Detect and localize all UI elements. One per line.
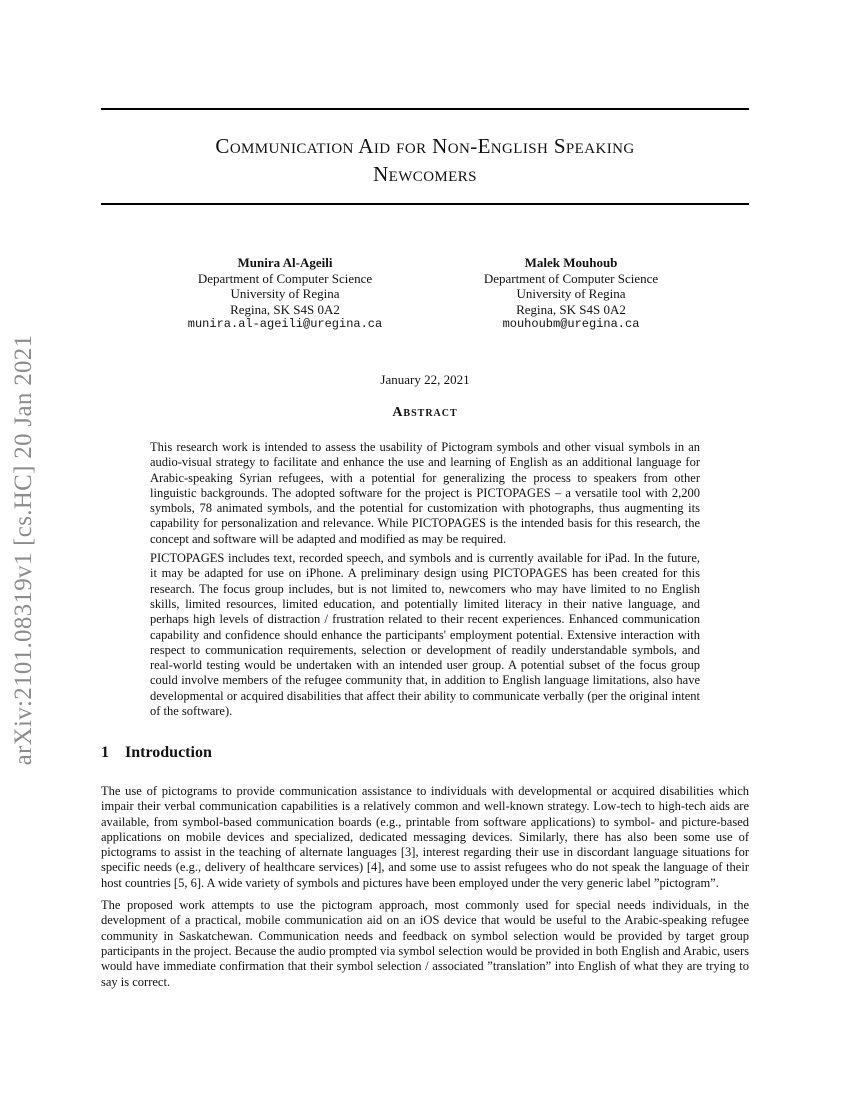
title-bottom-rule <box>101 203 749 205</box>
paper-title-line-1: Communication Aid for Non-English Speaking <box>215 134 635 158</box>
section-number: 1 <box>101 744 109 761</box>
author-name: Malek Mouhoub <box>524 255 618 270</box>
title-top-rule <box>101 108 749 110</box>
abstract-heading: Abstract <box>392 405 458 420</box>
publication-date: January 22, 2021 <box>380 372 470 387</box>
author-department: Department of Computer Science <box>197 270 373 286</box>
introduction-body <box>101 784 749 997</box>
paper-title <box>101 132 749 188</box>
arxiv-identifier-text: arXiv:2101.08319v1 [cs.HC] 20 Jan 2021 <box>10 334 37 766</box>
author-block-2 <box>441 255 701 333</box>
abstract-body <box>150 440 700 723</box>
author-email[interactable]: mouhoubm@uregina.ca <box>502 317 640 331</box>
author-address: Regina, SK S4S 0A2 <box>516 301 626 317</box>
author-email[interactable]: munira.al-ageili@uregina.ca <box>187 317 383 331</box>
introduction-paragraph-1: The use of pictograms to provide communication assistance to individuals with developmental or acquired disabilities which impair their verbal communication capabilities is a relatively common and well-known strategy. Low-tech to high-tech aids are available, from symbol-based communication boards (e.g., printable from software applications) to symbol- and picture-based applications on mobile devices and specialized, dedicated messaging devices. Similarly, there has also been some use of pictograms to assist in the teaching of alternate languages [3], interest regarding their use in discordant language situations for specific needs (e.g., delivery of healthcare services) [4], and some use to assist refugees who do not speak the language of their host countries [5, 6]. A wide variety of symbols and pictures have been employed under the very generic label ”pictogram”. <box>101 784 749 890</box>
author-university: University of Regina <box>516 286 626 301</box>
author-university: University of Regina <box>230 286 340 301</box>
abstract-paragraph-2: PICTOPAGES includes text, recorded speech, and symbols and is currently available for iPad. In the future, it may be adapted for use on iPhone. A preliminary design using PICTOPAGES has been created for this research. The focus group includes, but is not limited to, newcomers who may have limited to no English skills, limited resources, limited education, and potentially limited literacy in their native language, and perhaps high levels of distraction / frustration related to their recent experiences. Enhanced communication capability and confidence should enhance the participants' employment potential. Extensive interaction with respect to communication requirements, selection or development of readily understandable symbols, and real-world testing would be undertaken with an intended user group. A potential subset of the focus group could involve members of the refugee community that, in addition to English language limitations, also have developmental or acquired disabilities that affect their ability to communicate verbally (per the original intent of the software). <box>150 551 700 719</box>
introduction-paragraph-2: The proposed work attempts to use the pictogram approach, most commonly used for special needs individuals, in the development of a practical, mobile communication aid on an iOS device that would be useful to the Arabic-speaking refugee community in Saskatchewan. Communication needs and feedback on symbol selection would be provided by target group participants in the project. Because the audio prompted via symbol selection would be provided in both English and Arabic, users would have immediate confirmation that their symbol selection / associated ”translation” into English of what they are trying to say is correct. <box>101 898 749 989</box>
section-title: Introduction <box>125 744 212 761</box>
author-department: Department of Computer Science <box>483 270 659 286</box>
paper-title-line-2: Newcomers <box>373 162 477 186</box>
author-address: Regina, SK S4S 0A2 <box>230 301 340 317</box>
author-block-1 <box>155 255 415 333</box>
abstract-paragraph-1: This research work is intended to assess the usability of Pictogram symbols and other visual symbols in an audio-visual strategy to facilitate and enhance the use and learning of English as an additional language for Arabic-speaking Syrian refugees, with a potential for generalizing the process to speakers from other linguistic backgrounds. The adopted software for the project is PICTOPAGES – a versatile tool with 2,200 symbols, 78 animated symbols, and the potential for customization with photographs, thus augmenting its capability for personalization and relevance. While PICTOPAGES is the intended basis for this research, the concept and software will be adapted and modified as may be required. <box>150 440 700 546</box>
author-name: Munira Al-Ageili <box>237 255 333 270</box>
section-heading-introduction <box>101 744 212 762</box>
arxiv-identifier-stamp <box>3 300 45 800</box>
